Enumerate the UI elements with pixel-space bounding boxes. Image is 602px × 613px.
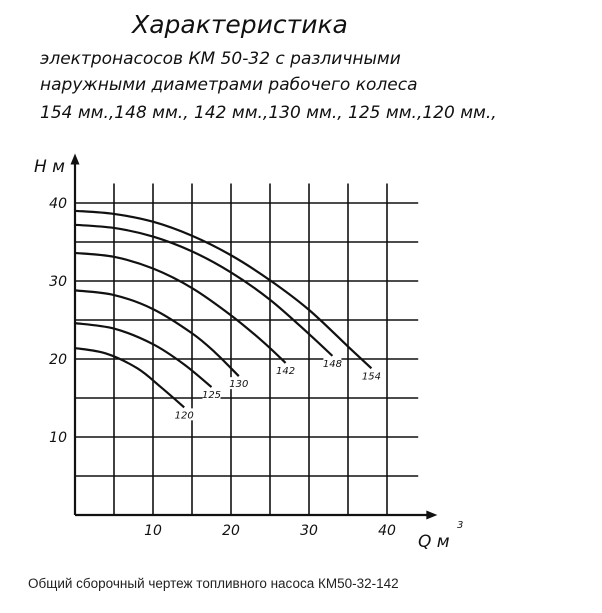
- x-tick-label: 40: [378, 523, 396, 539]
- x-axis-label-superscript: 3: [457, 520, 464, 531]
- x-tick-label: 10: [144, 523, 162, 539]
- chart-subtitle-line-1: электронасосов КМ 50-32 с различными: [40, 49, 401, 69]
- x-axis-arrow: [426, 511, 437, 520]
- series-label-154: 154: [361, 371, 381, 383]
- series-label-130: 130: [229, 379, 249, 391]
- y-axis-label: Н м: [34, 157, 66, 177]
- chart-title: Характеристика: [132, 10, 348, 39]
- series-label-148: 148: [322, 358, 342, 370]
- series-label-120: 120: [174, 410, 194, 422]
- chart-axes: [71, 153, 438, 519]
- chart-grid: [75, 184, 418, 516]
- series-curve-154: [75, 211, 371, 369]
- y-tick-label: 30: [49, 274, 67, 290]
- chart-tick-labels: [49, 196, 396, 539]
- chart-subtitle-line-2: наружными диаметрами рабочего колеса: [40, 75, 418, 95]
- y-tick-label: 40: [49, 196, 67, 212]
- x-axis-label: Q м: [418, 532, 450, 552]
- figure-caption: Общий сборочный чертеж топливного насоса КМ50-32-142: [28, 576, 399, 591]
- y-tick-label: 20: [49, 352, 67, 368]
- y-tick-label: 10: [49, 430, 67, 446]
- x-tick-label: 20: [222, 523, 240, 539]
- chart-subtitle-line-3: 154 мм.,148 мм., 142 мм.,130 мм., 125 мм.,120 мм.,: [40, 103, 497, 123]
- series-label-125: 125: [201, 390, 222, 402]
- y-axis-arrow: [71, 153, 80, 164]
- series-label-142: 142: [276, 365, 296, 377]
- x-tick-label: 30: [300, 523, 318, 539]
